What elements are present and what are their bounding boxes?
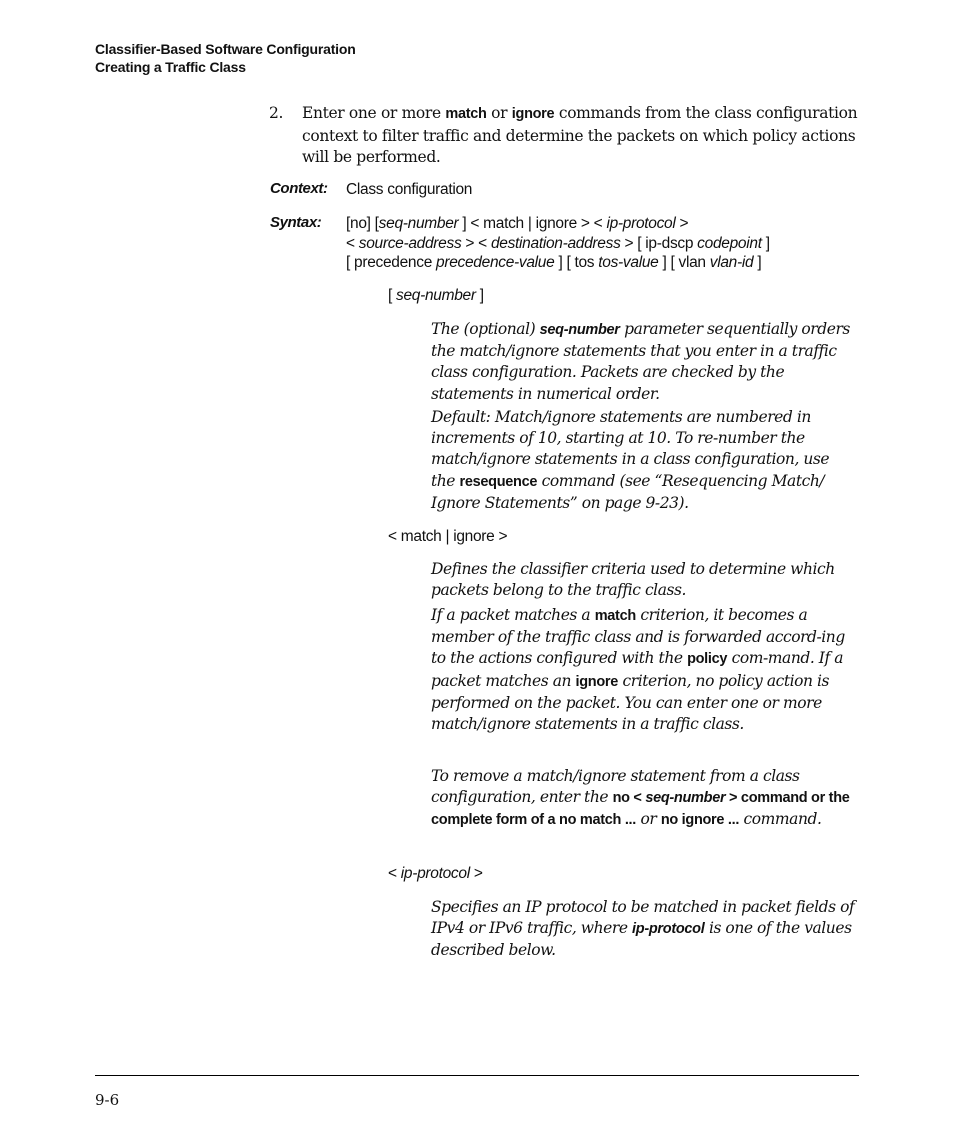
syntax-line-2: < source-address > < destination-address > [ ip-dscp codepoint ] xyxy=(346,234,770,252)
chapter-title: Classifier-Based Software Configuration xyxy=(95,41,356,57)
syntax-line-1: [no] [seq-number ] < match | ignore > < ip-protocol > xyxy=(346,215,689,232)
step-line-2: context to filter traffic and determine the packets on which policy actions xyxy=(302,126,856,145)
footer-rule xyxy=(95,1075,859,1076)
param-seq-number-description: The (optional) seq-number parameter sequentially orders the match/ignore statements that you enter in a traffic class configuration. Packets are checked by the statements in numerical order. xyxy=(431,320,850,403)
context-label: Context: xyxy=(270,180,328,197)
param-match-ignore-description: Defines the classifier criteria used to determine which packets belong to the traffic class. xyxy=(431,560,835,600)
param-ip-protocol-heading: < ip-protocol > xyxy=(388,865,483,882)
param-match-ignore-remove: To remove a match/ignore statement from a class configuration, enter the no < seq-number > command or the complete form of a no match ... or no ignore ... command. xyxy=(431,767,850,829)
step-text xyxy=(302,103,862,169)
step-line-3: will be performed. xyxy=(302,148,441,166)
context-value: Class configuration xyxy=(346,181,473,198)
param-seq-number-default: Default: Match/ignore statements are numbered in increments of 10, starting at 10. To re-number the match/ignore statements in a class configuration, use the resequence command (see “Resequencing Match/ Ignore Statements” on page 9-23). xyxy=(431,408,830,512)
step-number: 2. xyxy=(269,104,284,122)
param-match-ignore-detail: If a packet matches a match criterion, it becomes a member of the traffic class and is forwarded accord-ing to the actions configured with the policy com-mand. If a packet matches an ignore criterion, no policy action is performed on the packet. You can enter one or more match/ignore statements in a traffic class. xyxy=(431,606,845,734)
syntax-block xyxy=(346,214,866,273)
param-ip-protocol-description: Specifies an IP protocol to be matched in packet fields of IPv4 or IPv6 traffic, where ip-protocol is one of the values described below. xyxy=(431,898,855,960)
syntax-line-3: [ precedence precedence-value ] [ tos tos-value ] [ vlan vlan-id ] xyxy=(346,254,762,271)
step-line-1: Enter one or more match or ignore commands from the class configuration xyxy=(302,104,858,122)
syntax-label: Syntax: xyxy=(270,214,322,231)
running-header xyxy=(95,40,356,76)
param-seq-number-heading: [ seq-number ] xyxy=(388,287,484,304)
param-match-ignore-heading: < match | ignore > xyxy=(388,528,508,545)
page-number: 9-6 xyxy=(95,1091,120,1109)
section-title: Creating a Traffic Class xyxy=(95,59,246,75)
